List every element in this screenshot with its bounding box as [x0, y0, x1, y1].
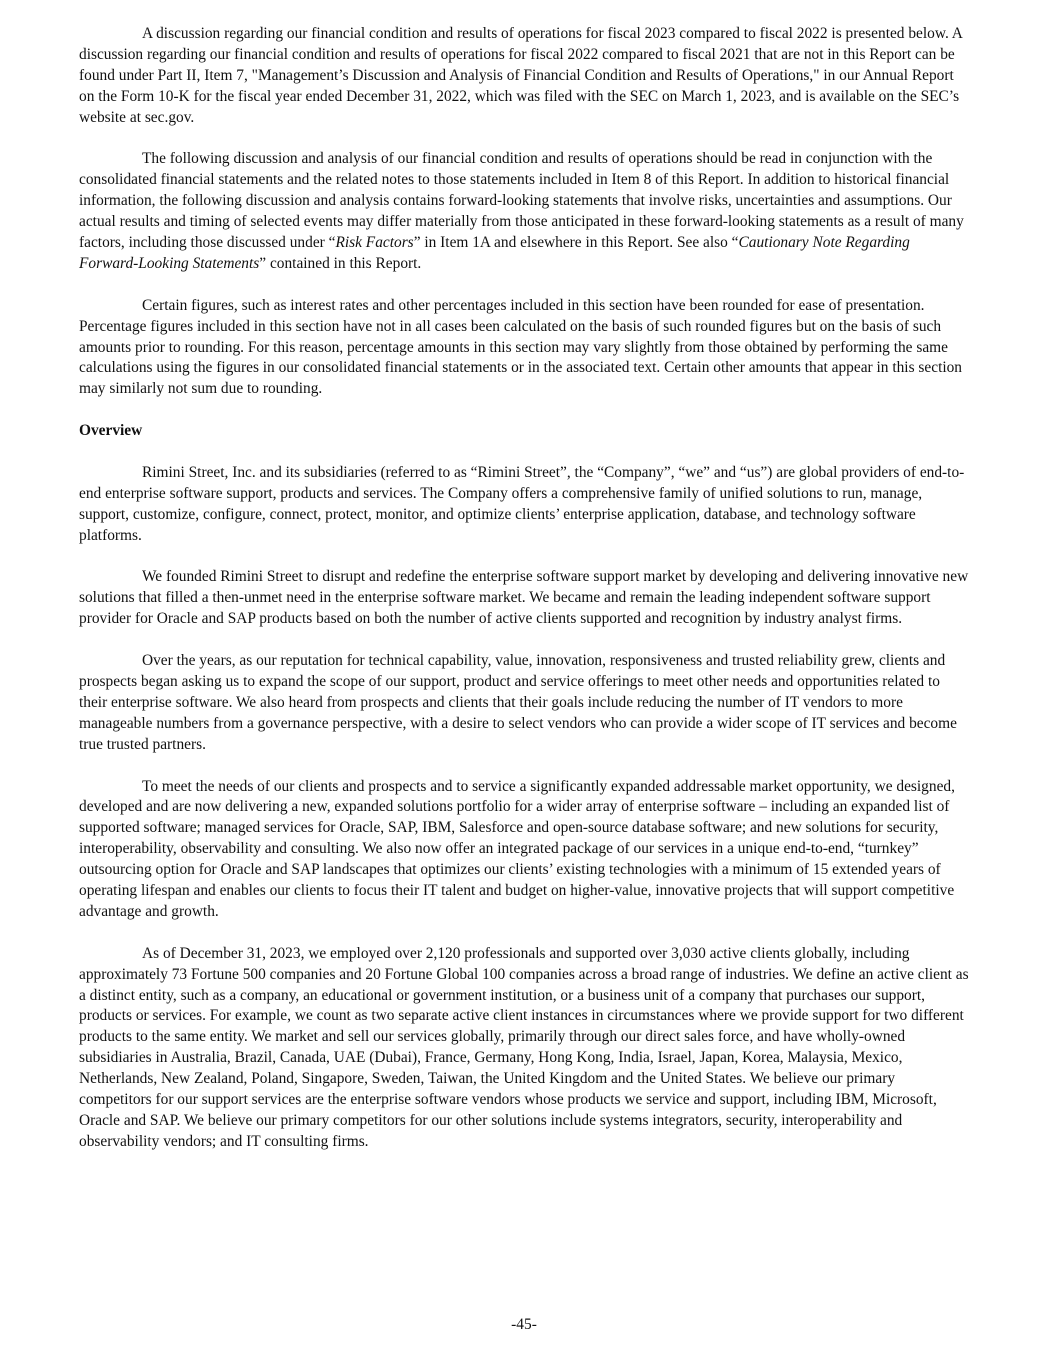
- page-number: -45-: [511, 1316, 537, 1333]
- cautionary-note-italic: Cautionary Note Regarding Forward-Looking Statements: [79, 234, 910, 272]
- risk-factors-italic: Risk Factors: [335, 234, 414, 252]
- forward-looking-text-3: ” contained in this Report.: [259, 254, 422, 272]
- forward-looking-paragraph: [79, 149, 971, 274]
- intro-paragraph: A discussion regarding our financial condition and results of operations for fiscal 2023 compared to fiscal 2022 is presented below. A discussion regarding our financial condition and results of operations for fiscal 2022 compared to fiscal 2021 that are not in this Report can be found under Part II, Item 7, "Management’s Discussion and Analysis of Financial Condition and Results of Operations," in our Annual Report on the Form 10-K for the fiscal year ended December 31, 2022, which was filed with the SEC on March 1, 2023, and is available on the SEC’s website at sec.gov.: [79, 25, 963, 126]
- overview-paragraph-growth: Over the years, as our reputation for technical capability, value, innovation, responsiveness and trusted reliability grew, clients and prospects began asking us to expand the scope of our support, product and service offerings to meet other needs and opportunities related to their enterprise software. We also heard from prospects and clients that their goals include reducing the number of IT vendors to more manageable numbers from a governance perspective, with a desire to select vendors who can provide a wider scope of IT services and become true trusted partners.: [79, 652, 957, 753]
- rounding-paragraph: Certain figures, such as interest rates and other percentages included in this section have been rounded for ease of presentation. Percentage figures included in this section have not in all cases been calculated on the basis of such rounded figures but on the basis of such amounts prior to rounding. For this reason, percentage amounts in this section may vary slightly from those obtained by performing the same calculations using the figures in our consolidated financial statements or in the associated text. Certain other amounts that appear in this section may similarly not sum due to rounding.: [79, 296, 963, 398]
- overview-paragraph-company: Rimini Street, Inc. and its subsidiaries (referred to as “Rimini Street”, the “Company”, “we” and “us”) are global providers of end-to-end enterprise software support, products and services. The Company offers a comprehensive family of unified solutions to run, manage, support, customize, configure, connect, protect, monitor, and optimize clients’ enterprise application, database, and technology software platforms.: [79, 463, 965, 544]
- document-page: [79, 24, 971, 1174]
- forward-looking-text-1: The following discussion and analysis of our financial condition and results of operations should be read in conjunction with the consolidated financial statements and the related notes to those statements included in Item 8 of this Report. In addition to historical financial information, the following discussion and analysis contains forward-looking statements that involve risks, uncertainties and assumptions. Our actual results and timing of selected events may differ materially from those anticipated in these forward-looking statements as a result of many factors, including those discussed under “: [79, 150, 964, 252]
- overview-paragraph-portfolio: To meet the needs of our clients and prospects and to service a significantly expanded addressable market opportunity, we designed, developed and are now delivering a new, expanded solutions portfolio for a wider array of enterprise software – including an expanded list of supported software; managed services for Oracle, SAP, IBM, Salesforce and open-source database software; and new solutions for security, interoperability, observability and consulting. We also now offer an integrated package of our services in a unique end-to-end, “turnkey” outsourcing option for Oracle and SAP landscapes that optimizes our clients’ existing technologies with a minimum of 15 extended years of operating lifespan and enables our clients to focus their IT talent and budget on higher-value, innovative projects that will support competitive advantage and growth.: [79, 777, 955, 920]
- overview-heading: Overview: [79, 422, 143, 440]
- overview-paragraph-clients: As of December 31, 2023, we employed over 2,120 professionals and supported over 3,030 active clients globally, including approximately 73 Fortune 500 companies and 20 Fortune Global 100 companies across a broad range of industries. We define an active client as a distinct entity, such as a company, an educational or government institution, or a business unit of a company that purchases our support, products or services. For example, we count as two separate active client instances in circumstances where we provide support for two different products to the same entity. We market and sell our services globally, primarily through our direct sales force, and have wholly-owned subsidiaries in Australia, Brazil, Canada, UAE (Dubai), France, Germany, Hong Kong, India, Israel, Japan, Korea, Malaysia, Mexico, Netherlands, New Zealand, Poland, Singapore, Sweden, Taiwan, the United Kingdom and the United States. We believe our primary competitors for our support services are the enterprise software vendors whose products we service and support, including IBM, Microsoft, Oracle and SAP. We believe our primary competitors for our other solutions include systems integrators, security, interoperability and observability vendors; and IT consulting firms.: [79, 944, 969, 1150]
- forward-looking-text-2: ” in Item 1A and elsewhere in this Report. See also “: [413, 234, 739, 252]
- overview-paragraph-founding: We founded Rimini Street to disrupt and redefine the enterprise software support market by developing and delivering innovative new solutions that filled a then-unmet need in the enterprise software market. We became and remain the leading independent software support provider for Oracle and SAP products based on both the number of active clients supported and recognition by industry analyst firms.: [79, 568, 969, 628]
